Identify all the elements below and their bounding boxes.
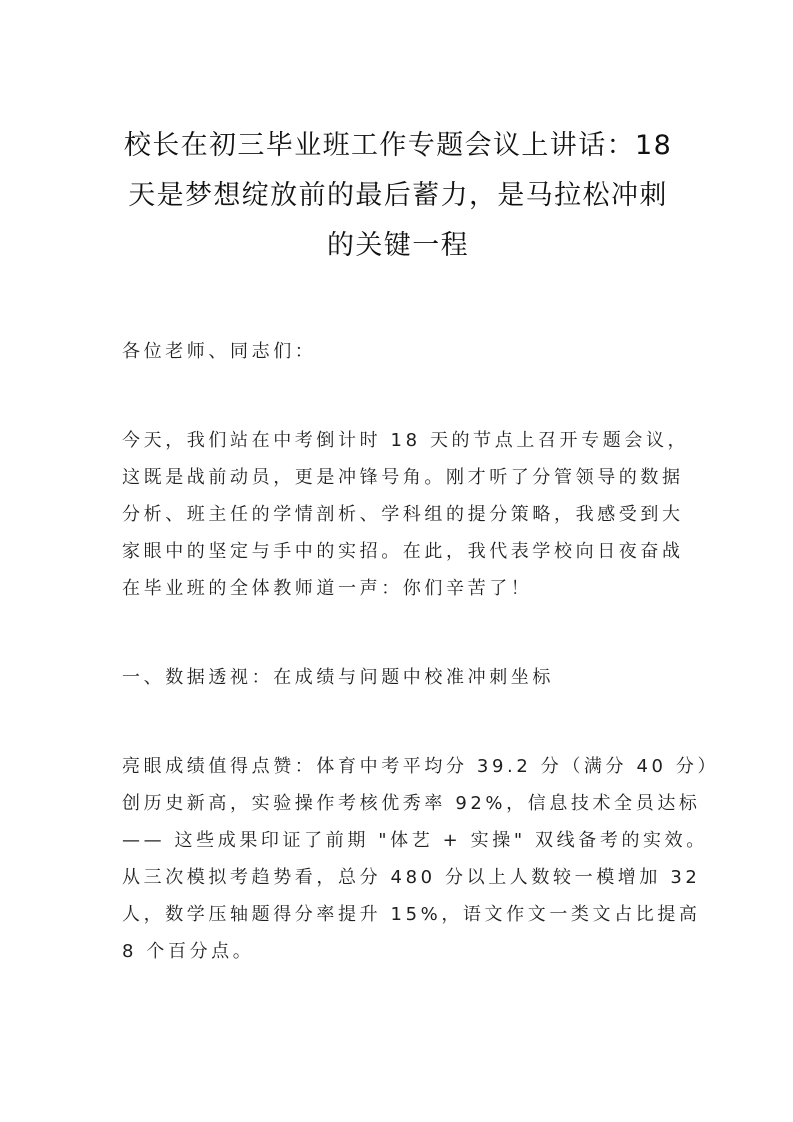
paragraph-line: 这既是战前动员，更是冲锋号角。刚才听了分管领导的数据 <box>122 467 684 488</box>
paragraph-line: 分析、班主任的学情剖析、学科组的提分策略，我感受到大 <box>122 504 684 525</box>
section-heading: 一、数据透视：在成绩与问题中校准冲刺坐标 <box>122 667 554 688</box>
salutation: 各位老师、同志们： <box>122 341 317 362</box>
paragraph-line: 8 个百分点。 <box>122 941 255 962</box>
document-title <box>118 121 678 271</box>
title-line-3: 的关键一程 <box>327 230 469 261</box>
title-line-1: 校长在初三毕业班工作专题会议上讲话：18 <box>123 130 673 161</box>
paragraph-line: 从三次模拟考趋势看，总分 480 分以上人数较一模增加 32 <box>122 867 701 888</box>
paragraph-line: 人，数学压轴题得分率提升 15%，语文作文一类文占比提高 <box>122 904 701 925</box>
paragraph-line: 今天，我们站在中考倒计时 18 天的节点上召开专题会议， <box>122 430 690 451</box>
paragraph-line: 家眼中的坚定与手中的实招。在此，我代表学校向日夜奋战 <box>122 541 684 562</box>
title-line-2: 天是梦想绽放前的最后蓄力，是马拉松冲刺 <box>128 180 668 211</box>
paragraph-line: —— 这些成果印证了前期 "体艺 + 实操" 双线备考的实效。 <box>122 830 708 851</box>
paragraph-line: 在毕业班的全体教师道一声：你们辛苦了！ <box>122 578 533 599</box>
paragraph-line: 创历史新高，实验操作考核优秀率 92%，信息技术全员达标 <box>122 793 701 814</box>
paragraph-line: 亮眼成绩值得点赞：体育中考平均分 39.2 分（满分 40 分） <box>122 756 720 777</box>
